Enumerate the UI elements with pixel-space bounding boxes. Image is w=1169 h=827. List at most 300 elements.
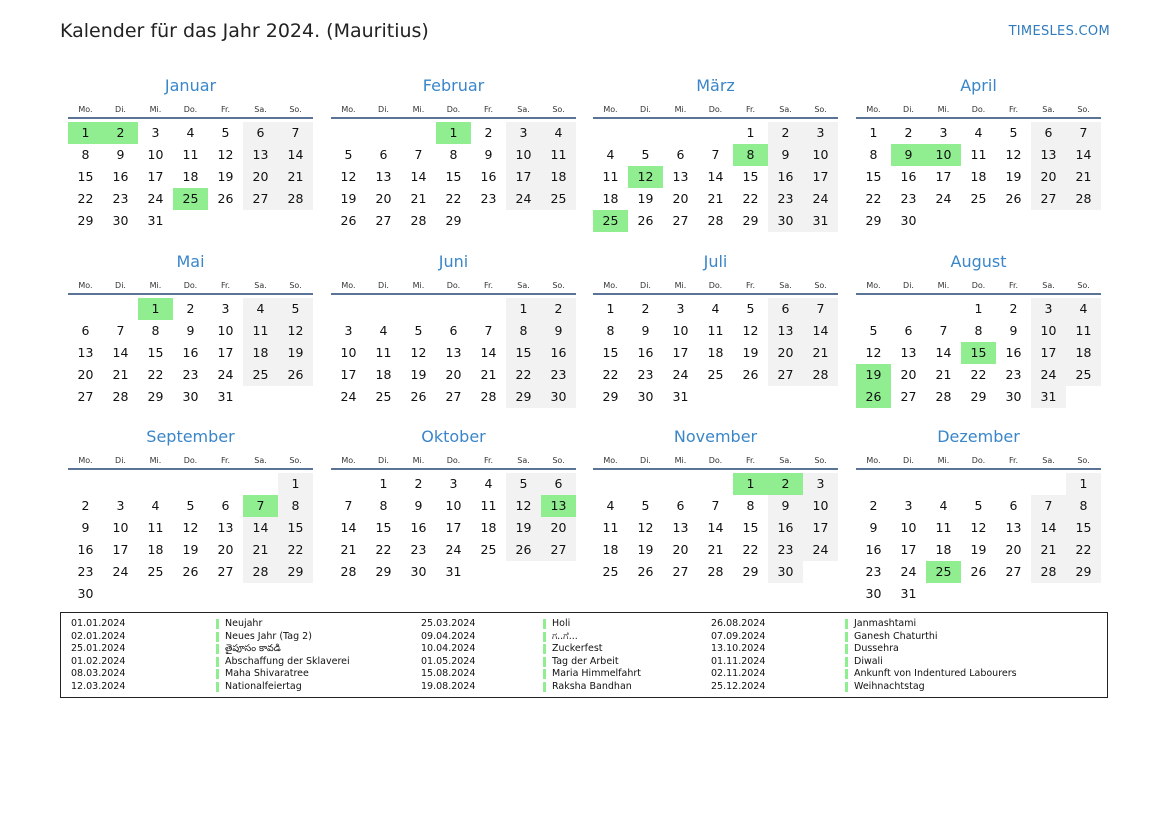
day-cell: 1 — [278, 473, 313, 495]
day-cell: 2 — [103, 122, 138, 144]
day-cell: 21 — [1031, 539, 1066, 561]
weekday-header — [68, 449, 313, 470]
empty-cell — [996, 473, 1031, 495]
day-cell: 4 — [1066, 298, 1101, 320]
weekday-label: Sa. — [254, 105, 267, 114]
day-cell: 18 — [243, 342, 278, 364]
day-cell: 4 — [541, 122, 576, 144]
empty-cell — [891, 298, 926, 320]
day-cell: 11 — [243, 320, 278, 342]
holiday-marker — [216, 682, 219, 692]
day-cell: 7 — [939, 323, 948, 338]
weekday-label: Do. — [708, 456, 723, 465]
day-cell: 12 — [865, 345, 882, 360]
day-cell: 6 — [81, 323, 90, 338]
empty-cell — [243, 473, 278, 495]
day-cell: 14 — [707, 169, 724, 184]
day-cell: 20 — [768, 342, 803, 364]
empty-cell — [961, 473, 996, 495]
month-title: Oktober — [421, 427, 486, 446]
week-row — [331, 473, 576, 495]
day-cell: 11 — [480, 498, 497, 513]
empty-cell — [331, 122, 366, 144]
week-row — [593, 210, 838, 232]
day-cell: 22 — [742, 191, 759, 206]
day-cell: 13 — [1005, 520, 1022, 535]
day-cell: 7 — [1066, 122, 1101, 144]
weekday-label: Sa. — [1042, 456, 1055, 465]
brand-link[interactable]: TIMESLES.COM — [1008, 24, 1110, 39]
holiday-date: 26.08.2024 — [711, 618, 766, 629]
day-cell: 27 — [672, 213, 689, 228]
week-row — [331, 364, 576, 386]
day-cell: 9 — [1009, 323, 1018, 338]
weekday-label: Sa. — [1042, 281, 1055, 290]
day-cell: 27 — [768, 364, 803, 386]
day-cell: 1 — [606, 301, 615, 316]
weekday-label: Fr. — [745, 456, 756, 465]
weekday-label: Mo. — [866, 456, 881, 465]
week-row — [593, 539, 838, 561]
day-grid — [593, 473, 838, 583]
month-title: August — [950, 252, 1007, 271]
day-cell: 20 — [672, 542, 689, 557]
empty-cell — [803, 561, 838, 583]
day-cell: 12 — [628, 166, 663, 188]
empty-cell — [698, 122, 733, 144]
empty-cell — [471, 561, 506, 583]
holiday-marker — [216, 632, 219, 642]
day-cell: 26 — [506, 539, 541, 561]
month-title: Mai — [176, 252, 205, 271]
day-cell: 7 — [344, 498, 353, 513]
empty-cell — [278, 583, 313, 605]
day-cell: 27 — [217, 564, 234, 579]
day-cell: 30 — [541, 386, 576, 408]
day-cell: 18 — [602, 191, 619, 206]
holiday-name: తైపూసం కావడి — [225, 643, 281, 655]
month-title: Dezember — [937, 427, 1020, 446]
day-cell: 11 — [935, 520, 952, 535]
day-cell: 2 — [768, 122, 803, 144]
day-cell: 20 — [900, 367, 917, 382]
day-cell: 23 — [112, 191, 129, 206]
day-cell: 27 — [900, 389, 917, 404]
day-cell: 15 — [961, 342, 996, 364]
empty-cell — [891, 473, 926, 495]
day-cell: 13 — [672, 169, 689, 184]
empty-cell — [856, 298, 891, 320]
weekday-label: Sa. — [517, 105, 530, 114]
empty-cell — [996, 583, 1031, 605]
day-cell: 3 — [939, 125, 948, 140]
empty-cell — [243, 386, 278, 408]
day-cell: 27 — [1005, 564, 1022, 579]
day-cell: 10 — [217, 323, 234, 338]
weekday-label: Di. — [640, 281, 651, 290]
day-cell: 8 — [869, 147, 878, 162]
day-cell: 28 — [1031, 561, 1066, 583]
weekday-label: So. — [1077, 281, 1090, 290]
week-row — [68, 188, 313, 210]
day-cell: 16 — [77, 542, 94, 557]
day-cell: 22 — [278, 539, 313, 561]
empty-cell — [331, 473, 366, 495]
holiday-name: Neues Jahr (Tag 2) — [225, 630, 312, 642]
day-cell: 12 — [278, 320, 313, 342]
day-cell: 14 — [1031, 517, 1066, 539]
day-cell: 16 — [768, 166, 803, 188]
day-cell: 19 — [637, 191, 654, 206]
day-cell: 22 — [77, 191, 94, 206]
holiday-name: Nationalfeiertag — [225, 680, 302, 692]
week-row — [331, 517, 576, 539]
holiday-name: Abschaffung der Sklaverei — [225, 655, 350, 667]
day-cell: 10 — [147, 147, 164, 162]
weekday-label: Mo. — [78, 281, 93, 290]
day-cell: 9 — [414, 498, 423, 513]
day-cell: 16 — [541, 342, 576, 364]
day-cell: 15 — [742, 520, 759, 535]
day-cell: 16 — [1005, 345, 1022, 360]
day-cell: 24 — [672, 367, 689, 382]
day-cell: 31 — [900, 586, 917, 601]
day-cell: 15 — [506, 342, 541, 364]
week-row — [856, 342, 1101, 364]
day-cell: 20 — [217, 542, 234, 557]
weekday-label: Mi. — [937, 456, 950, 465]
day-cell: 7 — [711, 147, 720, 162]
holiday-date: 01.01.2024 — [71, 618, 126, 629]
day-cell: 23 — [77, 564, 94, 579]
day-cell: 20 — [243, 166, 278, 188]
day-cell: 2 — [484, 125, 493, 140]
day-cell: 3 — [803, 122, 838, 144]
day-cell: 20 — [1005, 542, 1022, 557]
empty-cell — [961, 583, 996, 605]
day-cell: 8 — [278, 495, 313, 517]
day-cell: 11 — [541, 144, 576, 166]
day-cell: 30 — [1005, 389, 1022, 404]
weekday-label: Mo. — [78, 105, 93, 114]
empty-cell — [506, 210, 541, 232]
day-cell: 26 — [182, 564, 199, 579]
day-cell: 19 — [182, 542, 199, 557]
day-cell: 26 — [410, 389, 427, 404]
day-cell: 28 — [340, 564, 357, 579]
day-cell: 6 — [676, 498, 685, 513]
day-cell: 29 — [865, 213, 882, 228]
day-cell: 18 — [602, 542, 619, 557]
day-cell: 28 — [278, 188, 313, 210]
empty-cell — [366, 122, 401, 144]
day-cell: 13 — [1031, 144, 1066, 166]
week-row — [593, 517, 838, 539]
day-cell: 6 — [379, 147, 388, 162]
empty-cell — [1066, 386, 1101, 408]
day-cell: 10 — [900, 520, 917, 535]
day-cell: 8 — [379, 498, 388, 513]
day-cell: 22 — [602, 367, 619, 382]
day-cell: 17 — [803, 166, 838, 188]
day-cell: 20 — [541, 517, 576, 539]
day-cell: 24 — [803, 539, 838, 561]
weekday-label: So. — [814, 281, 827, 290]
week-row — [68, 386, 313, 408]
day-grid — [331, 473, 576, 583]
weekday-label: Fr. — [220, 456, 231, 465]
day-cell: 14 — [480, 345, 497, 360]
holiday-date: 10.04.2024 — [421, 643, 476, 655]
day-cell: 14 — [410, 169, 427, 184]
holiday-name: Ganesh Chaturthi — [854, 630, 938, 642]
month-title: Januar — [164, 76, 217, 95]
day-grid — [68, 122, 313, 232]
empty-cell — [401, 298, 436, 320]
weekday-label: Mo. — [341, 105, 356, 114]
weekday-label: Mi. — [412, 105, 425, 114]
month-title: November — [673, 427, 758, 446]
weekday-label: Sa. — [254, 456, 267, 465]
day-cell: 31 — [1031, 386, 1066, 408]
day-cell: 4 — [711, 301, 720, 316]
empty-cell — [541, 210, 576, 232]
day-cell: 18 — [935, 542, 952, 557]
holiday-date: 12.03.2024 — [71, 680, 126, 692]
day-cell: 2 — [541, 298, 576, 320]
day-grid — [856, 298, 1101, 408]
day-cell: 2 — [904, 125, 913, 140]
week-row — [68, 561, 313, 583]
weekday-label: So. — [814, 456, 827, 465]
day-cell: 23 — [480, 191, 497, 206]
day-cell: 21 — [707, 542, 724, 557]
day-cell: 29 — [1066, 561, 1101, 583]
week-row — [68, 298, 313, 320]
empty-cell — [208, 473, 243, 495]
empty-cell — [208, 583, 243, 605]
weekday-header — [593, 98, 838, 119]
week-row — [331, 495, 576, 517]
weekday-label: Fr. — [483, 105, 494, 114]
day-cell: 13 — [77, 345, 94, 360]
day-cell: 25 — [926, 561, 961, 583]
day-cell: 14 — [935, 345, 952, 360]
day-cell: 16 — [182, 345, 199, 360]
day-cell: 24 — [445, 542, 462, 557]
weekday-label: Fr. — [745, 281, 756, 290]
day-cell: 22 — [506, 364, 541, 386]
weekday-label: Di. — [378, 281, 389, 290]
day-cell: 30 — [410, 564, 427, 579]
holiday-date: 07.09.2024 — [711, 630, 766, 642]
empty-cell — [803, 386, 838, 408]
weekday-label: So. — [552, 281, 565, 290]
day-cell: 12 — [340, 169, 357, 184]
empty-cell — [593, 122, 628, 144]
holiday-date: 08.03.2024 — [71, 668, 126, 680]
day-cell: 15 — [1066, 517, 1101, 539]
day-cell: 21 — [935, 367, 952, 382]
day-cell: 4 — [379, 323, 388, 338]
day-cell: 21 — [278, 166, 313, 188]
day-cell: 6 — [904, 323, 913, 338]
week-row — [856, 583, 1101, 605]
day-cell: 13 — [672, 520, 689, 535]
day-cell: 2 — [414, 476, 423, 491]
weekday-label: Di. — [115, 105, 126, 114]
month-3 — [593, 74, 838, 232]
day-cell: 25 — [593, 210, 628, 232]
weekday-label: Do. — [708, 281, 723, 290]
holiday-marker — [216, 644, 219, 654]
weekday-label: Mi. — [674, 281, 687, 290]
holiday-date: 15.08.2024 — [421, 668, 476, 680]
weekday-label: So. — [814, 105, 827, 114]
weekday-header — [856, 274, 1101, 295]
week-row — [856, 320, 1101, 342]
day-cell: 4 — [484, 476, 493, 491]
day-cell: 1 — [138, 298, 173, 320]
month-10 — [331, 425, 576, 583]
day-cell: 16 — [865, 542, 882, 557]
day-cell: 5 — [506, 473, 541, 495]
day-cell: 18 — [182, 169, 199, 184]
empty-cell — [401, 122, 436, 144]
weekday-label: Sa. — [779, 105, 792, 114]
day-cell: 28 — [480, 389, 497, 404]
day-cell: 23 — [768, 188, 803, 210]
empty-cell — [366, 298, 401, 320]
empty-cell — [103, 298, 138, 320]
weekday-label: Fr. — [220, 105, 231, 114]
holiday-date: 01.02.2024 — [71, 655, 126, 667]
week-row — [331, 144, 576, 166]
month-1 — [68, 74, 313, 232]
day-cell: 8 — [974, 323, 983, 338]
empty-cell — [68, 473, 103, 495]
day-cell: 10 — [112, 520, 129, 535]
week-row — [856, 473, 1101, 495]
weekday-header — [593, 449, 838, 470]
day-cell: 3 — [449, 476, 458, 491]
day-cell: 15 — [77, 169, 94, 184]
day-cell: 19 — [278, 342, 313, 364]
day-cell: 29 — [278, 561, 313, 583]
week-row — [593, 561, 838, 583]
day-cell: 15 — [147, 345, 164, 360]
day-cell: 5 — [869, 323, 878, 338]
week-row — [331, 298, 576, 320]
day-cell: 22 — [147, 367, 164, 382]
day-cell: 24 — [803, 188, 838, 210]
weekday-label: Mo. — [603, 281, 618, 290]
day-cell: 15 — [602, 345, 619, 360]
day-cell: 13 — [445, 345, 462, 360]
weekday-label: Mo. — [866, 281, 881, 290]
day-cell: 19 — [1005, 169, 1022, 184]
day-cell: 17 — [506, 166, 541, 188]
day-cell: 10 — [340, 345, 357, 360]
holiday-marker — [845, 632, 848, 642]
weekday-label: Do. — [446, 105, 461, 114]
empty-cell — [926, 298, 961, 320]
weekday-header — [331, 98, 576, 119]
day-cell: 23 — [865, 564, 882, 579]
day-cell: 5 — [221, 125, 230, 140]
week-row — [68, 583, 313, 605]
day-cell: 13 — [541, 495, 576, 517]
day-cell: 27 — [243, 188, 278, 210]
weekday-label: Sa. — [517, 281, 530, 290]
holiday-marker — [845, 682, 848, 692]
day-cell: 5 — [641, 498, 650, 513]
day-cell: 9 — [869, 520, 878, 535]
weekday-label: Do. — [971, 105, 986, 114]
day-cell: 11 — [182, 147, 199, 162]
day-cell: 16 — [900, 169, 917, 184]
day-cell: 12 — [182, 520, 199, 535]
weekday-label: So. — [289, 456, 302, 465]
day-cell: 17 — [803, 517, 838, 539]
holiday-name: Diwali — [854, 655, 883, 667]
day-cell: 6 — [676, 147, 685, 162]
day-cell: 4 — [186, 125, 195, 140]
day-cell: 3 — [344, 323, 353, 338]
day-cell: 30 — [900, 213, 917, 228]
week-row — [856, 188, 1101, 210]
day-cell: 14 — [803, 320, 838, 342]
day-cell: 5 — [641, 147, 650, 162]
day-cell: 23 — [768, 539, 803, 561]
weekday-label: Sa. — [779, 456, 792, 465]
empty-cell — [506, 561, 541, 583]
day-cell: 8 — [449, 147, 458, 162]
day-cell: 25 — [173, 188, 208, 210]
day-cell: 12 — [506, 495, 541, 517]
day-cell: 31 — [147, 213, 164, 228]
week-row — [593, 364, 838, 386]
holiday-date: 25.01.2024 — [71, 643, 126, 655]
holiday-marker — [543, 682, 546, 692]
day-cell: 12 — [970, 520, 987, 535]
day-cell: 2 — [186, 301, 195, 316]
day-cell: 13 — [900, 345, 917, 360]
day-cell: 30 — [865, 586, 882, 601]
holiday-marker — [543, 632, 546, 642]
day-cell: 3 — [506, 122, 541, 144]
day-cell: 1 — [869, 125, 878, 140]
empty-cell — [593, 473, 628, 495]
day-grid — [593, 298, 838, 408]
day-cell: 4 — [939, 498, 948, 513]
day-cell: 27 — [541, 539, 576, 561]
day-cell: 27 — [1031, 188, 1066, 210]
day-cell: 2 — [641, 301, 650, 316]
day-cell: 19 — [506, 517, 541, 539]
month-11 — [593, 425, 838, 583]
holiday-marker — [845, 644, 848, 654]
week-row — [856, 561, 1101, 583]
day-cell: 9 — [891, 144, 926, 166]
day-cell: 9 — [541, 320, 576, 342]
empty-cell — [698, 473, 733, 495]
week-row — [331, 320, 576, 342]
day-cell: 24 — [935, 191, 952, 206]
day-cell: 6 — [1009, 498, 1018, 513]
weekday-header — [68, 274, 313, 295]
holiday-name: Holi — [552, 618, 571, 629]
